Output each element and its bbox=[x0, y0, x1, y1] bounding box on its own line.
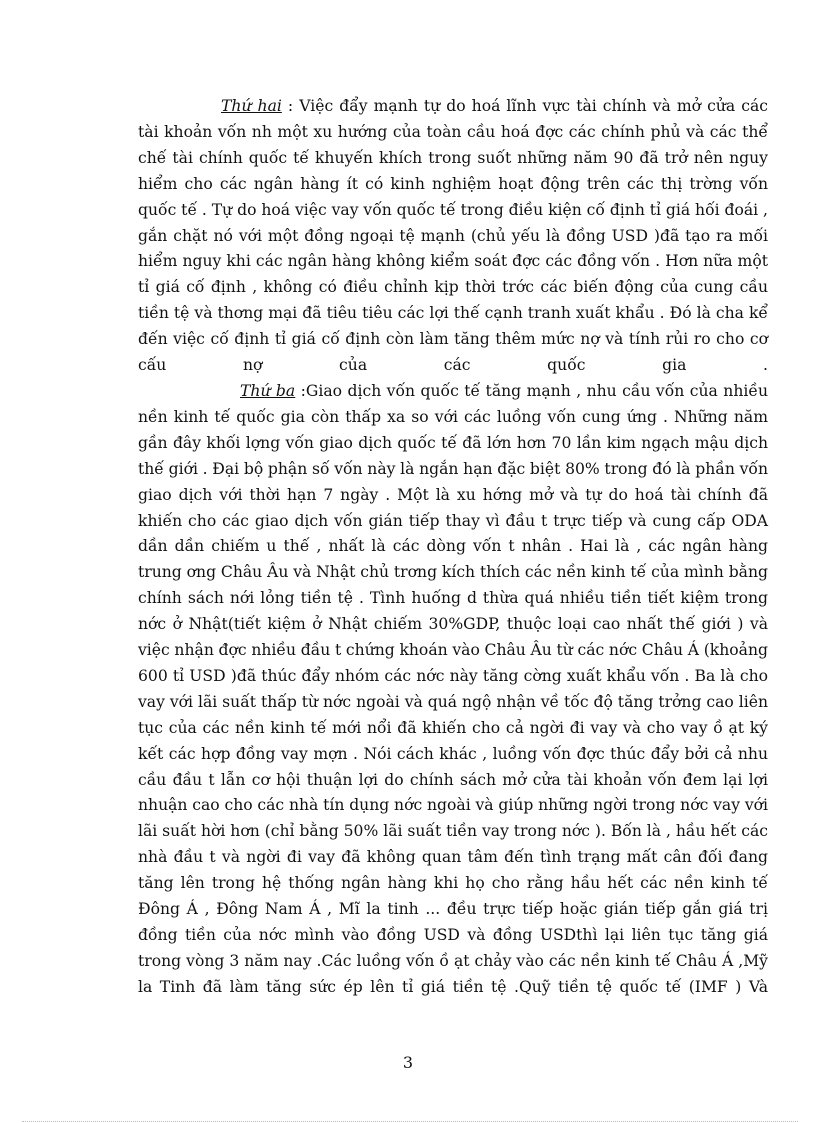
paragraph-text-thu-ba: :Giao dịch vốn quốc tế tăng mạnh , nhu cầu vốn của nhiều nền kinh tế quốc gia còn thấp xa so với các luồng vốn cung ứng . Những năm gần đây khối lợng vốn giao dịch quốc tế đã lớn hơn 70 lần kim ngạch mậu dịch thế giới . Đại bộ phận số vốn này là ngắn hạn đặc biệt 80% trong đó là phần vốn giao dịch với thời hạn 7 ngày . Một là xu hớng mở và tự do hoá tài chính đã khiến cho các giao dịch vốn gián tiếp thay vì đầu t trực tiếp và cung cấp ODA dần dần chiếm u thế , nhất là các dòng vốn t nhân . Hai là , các ngân hàng trung ơng Châu Âu và Nhật chủ trơng kích thích các nền kinh tế của mình bằng chính sách nới lỏng tiền tệ . Tình huống d thừa quá nhiều tiền tiết kiệm trong nớc ở Nhật(tiết kiệm ở Nhật chiếm 30%GDP, thuộc loại cao nhất thế giới ) và việc nhận đợc nhiều đầu t chứng khoán vào Châu Âu từ các nớc Châu Á (khoảng 600 tỉ USD )đã thúc đẩy nhóm các nớc này tăng cờng xuất khẩu vốn . Ba là cho vay với lãi suất thấp từ nớc ngoài và quá ngộ nhận về tốc độ tăng trởng cao liên tục của các nền kinh tế mới nổi đã khiến cho cả ngời đi vay và cho vay ồ ạt ký kết các hợp đồng vay mợn . Nói cách khác , luồng vốn đợc thúc đẩy bởi cả nhu cầu đầu t lẫn cơ hội thuận lợi do chính sách mở cửa tài khoản vốn đem lại lợi nhuận cao cho các nhà tín dụng nớc ngoài và giúp những ngời trong nớc vay với lãi suất hời hơn (chỉ bằng 50% lãi suất tiền vay trong nớc ). Bốn là , hầu hết các nhà đầu t và ngời đi vay đã không quan tâm đến tình trạng mất cân đối đang tăng lên trong hệ thống ngân hàng khi họ cho rằng hầu hết các nền kinh tế Đông Á , Đông Nam Á , Mĩ la tinh ... đều trực tiếp hoặc gián tiếp gắn giá trị đồng tiền của nớc mình vào đồng USD và đồng USDthì lại liên tục tăng giá trong vòng 3 năm nay .Các luồng vốn ồ ạt chảy vào các nền kinh tế Châu Á ,Mỹ la Tinh đã làm tăng sức ép lên tỉ giá tiền tệ .Quỹ tiền tệ quốc tế (IMF ) Và bbox=[138, 381, 768, 996]
page-bottom-divider bbox=[22, 1121, 798, 1122]
page-number: 3 bbox=[402, 1053, 414, 1072]
paragraph-text-thu-hai: : Việc đẩy mạnh tự do hoá lĩnh vực tài chính và mở cửa các tài khoản vốn nh một xu hướng của toàn cầu hoá đợc các chính phủ và các thể chế tài chính quốc tế khuyến khích trong suốt những năm 90 đã trở nên nguy hiểm cho các ngân hàng ít có kinh nghiệm hoạt động trên các thị trờng vốn quốc tế . Tự do hoá việc vay vốn quốc tế trong điều kiện cố định tỉ giá hối đoái , gắn chặt nó với một đồng ngoại tệ mạnh (chủ yếu là đồng USD )đã tạo ra mối hiểm nguy khi các ngân hàng không kiểm soát đợc các đồng vốn . Hơn nữa một tỉ giá cố định , không có điều chỉnh kịp thời trớc các biến động của cung cầu tiền tệ và thơng mại đã tiêu tiêu các lợi thế cạnh tranh xuất khẩu . Đó là cha kể đến việc cố định tỉ giá cố định còn làm tăng thêm mức nợ và tính rủi ro cho cơ cấu nợ của các quốc gia . bbox=[138, 97, 768, 375]
document-body bbox=[138, 94, 768, 1001]
paragraph-lead-thu-ba: Thứ ba bbox=[240, 381, 296, 400]
paragraph-thu-ba bbox=[138, 379, 768, 1001]
paragraph-lead-thu-hai: Thứ hai bbox=[221, 97, 282, 115]
paragraph-thu-hai bbox=[138, 94, 768, 379]
